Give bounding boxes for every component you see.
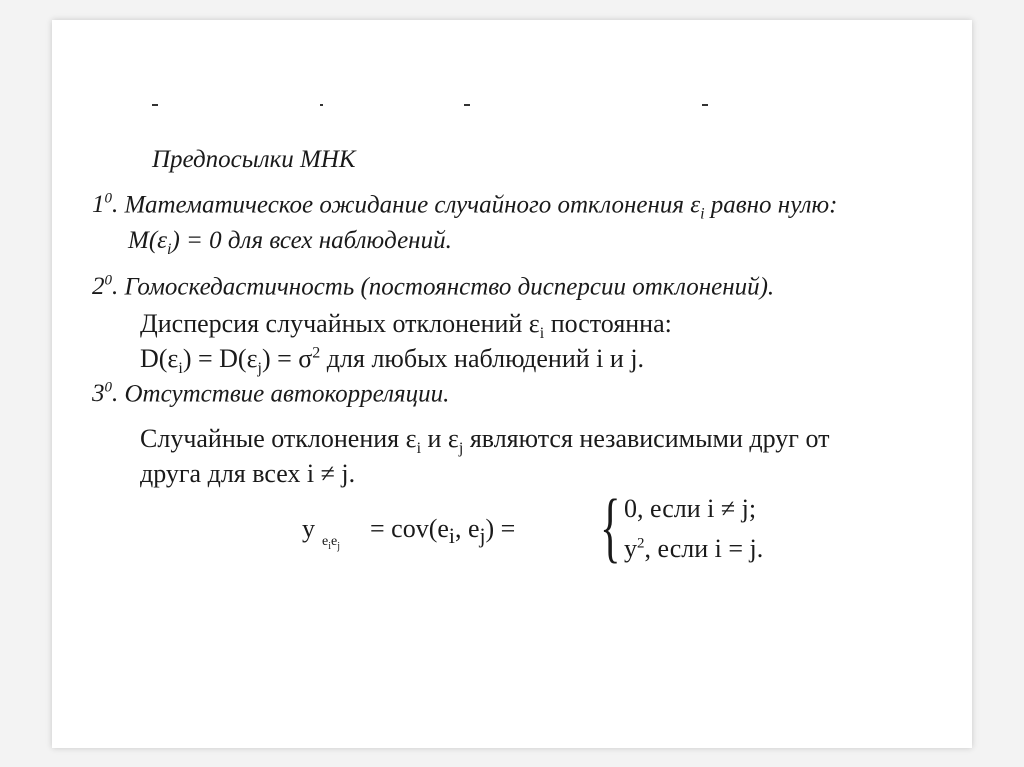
item-2-body-line-1: Дисперсия случайных отклонений $\varepsilon_i$ постоянна:: [140, 309, 672, 343]
formula-case-1: 0, если i ≠ j;: [624, 494, 757, 523]
scan-mark: [152, 104, 158, 106]
item-1-heading-text: Математическое ожидание случайного отклонения ε: [124, 191, 701, 219]
item-1-heading-text-end: равно нулю:: [710, 191, 838, 219]
item-3-body-line-2: друга для всех i ≠ j.: [140, 459, 356, 488]
formula-y: y: [302, 514, 315, 543]
item-3-number: $3^0$.: [92, 380, 119, 408]
slide: [52, 20, 972, 748]
formula-brace: {: [600, 483, 621, 570]
item-2-heading-text: Гомоскедастичность (постоянство дисперсии отклонений).: [124, 273, 775, 301]
item-2-body-line-2: $D(\varepsilon_i) = D(\varepsilon_j) = \sigma^2$ для любых наблюдений i и j.: [140, 344, 645, 378]
formula-cov: = $cov(e_i$, $e_j$) =: [370, 514, 516, 549]
item-3-heading: [92, 380, 449, 408]
item-1-formula-line: $M(\varepsilon_i) = 0$ для всех наблюдений.: [128, 227, 452, 258]
item-3-body-line-1: Случайные отклонения $\varepsilon_i$ и $\varepsilon_j$ являются независимыми друг от: [140, 424, 830, 458]
formula-y-subscript: $e_ie_j$: [322, 534, 340, 552]
scan-mark: [702, 104, 708, 106]
item-1-heading: $1^0$. Математическое ожидание случайного отклонения $\varepsilon_i$ равно нулю:: [92, 191, 838, 223]
item-2-heading: [92, 273, 774, 301]
item-2-number: $2^0$.: [92, 273, 119, 301]
item-1-number: $1^0$.: [92, 191, 119, 219]
item-3-heading-text: Отсутствие автокорреляции.: [124, 380, 450, 408]
scan-mark: [464, 104, 470, 106]
scan-mark: [320, 104, 323, 106]
slide-title: Предпосылки МНК: [152, 146, 356, 173]
formula-case-2: $y^2$, если i = j.: [624, 534, 764, 563]
covariance-formula: [302, 483, 822, 582]
top-scan-marks: [152, 104, 712, 118]
